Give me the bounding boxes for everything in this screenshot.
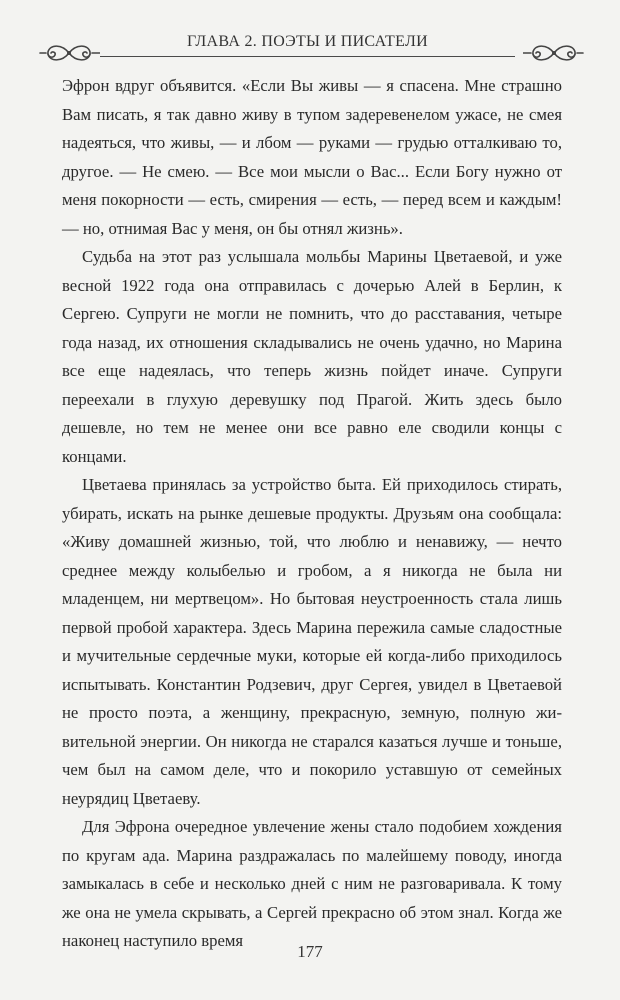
header-rule (100, 56, 515, 57)
paragraph: Цветаева принялась за устройство быта. Ей приходилось стирать, убирать, искать на рынке дешевые продукты. Друзьям она сообщала: «Живу домашней жизнью, той, что люблю и ненавижу, — нечто среднее между колыбелью и гробом, а я никогда не была ни младенцем, ни мертвецом». Но бытовая неустроенность стала лишь первой пробой характера. Здесь Марина пережила самые сладостные и мучительные сердечные муки, которые ей когда-либо приходилось испытывать. Константин Родзевич, друг Сергея, увидел в Цветаевой не просто поэта, а женщину, прекрасную, земную, полную живительной энергии. Он никогда не старался казаться лучше и тоньше, чем был на самом деле, что и покорило уставшую от семейных неурядиц Цветаеву. (62, 475, 562, 808)
page-number: 177 (297, 942, 323, 961)
running-header (30, 30, 585, 70)
scroll-ornament-icon (523, 40, 585, 66)
paragraph: Судьба на этот раз услышала мольбы Марины Цветаевой, и уже весной 1922 года она отправилась с дочерью Алей в Берлин, к Сергею. Супруги не могли не помнить, что до расставания, четыре года назад, их отношения складывались не очень удачно, но Марина все еще надеялась, что теперь жизнь пойдет иначе. Супруги переехали в глухую деревушку под Прагой. Жить здесь было дешевле, но тем не менее они все равно еле сводили концы с концами. (62, 247, 562, 466)
chapter-title: ГЛАВА 2. ПОЭТЫ И ПИСАТЕЛИ (30, 33, 585, 51)
body-text (62, 72, 562, 956)
paragraph: Эфрон вдруг объявится. «Если Вы живы — я спасена. Мне страшно Вам писать, я так давно живу в тупом задеревенелом ужасе, не смея надеяться, что живы, — и лбом — руками — грудью отталкиваю то, другое. — Не смею. — Все мои мысли о Вас... Если Богу нужно от меня покорности — есть, смирения — есть, — перед всем и каждым! — но, отнимая Вас у меня, он бы отнял жизнь». (62, 76, 562, 238)
paragraph: Для Эфрона очередное увлечение жены стало подобием хождения по кругам ада. Марина раздражалась по малейшему поводу, иногда замыкалась в себе и несколько дней с ним не разговаривала. К тому же она не умела скрывать, а Сергей прекрасно об этом знал. Когда же наконец наступило время (62, 817, 562, 950)
